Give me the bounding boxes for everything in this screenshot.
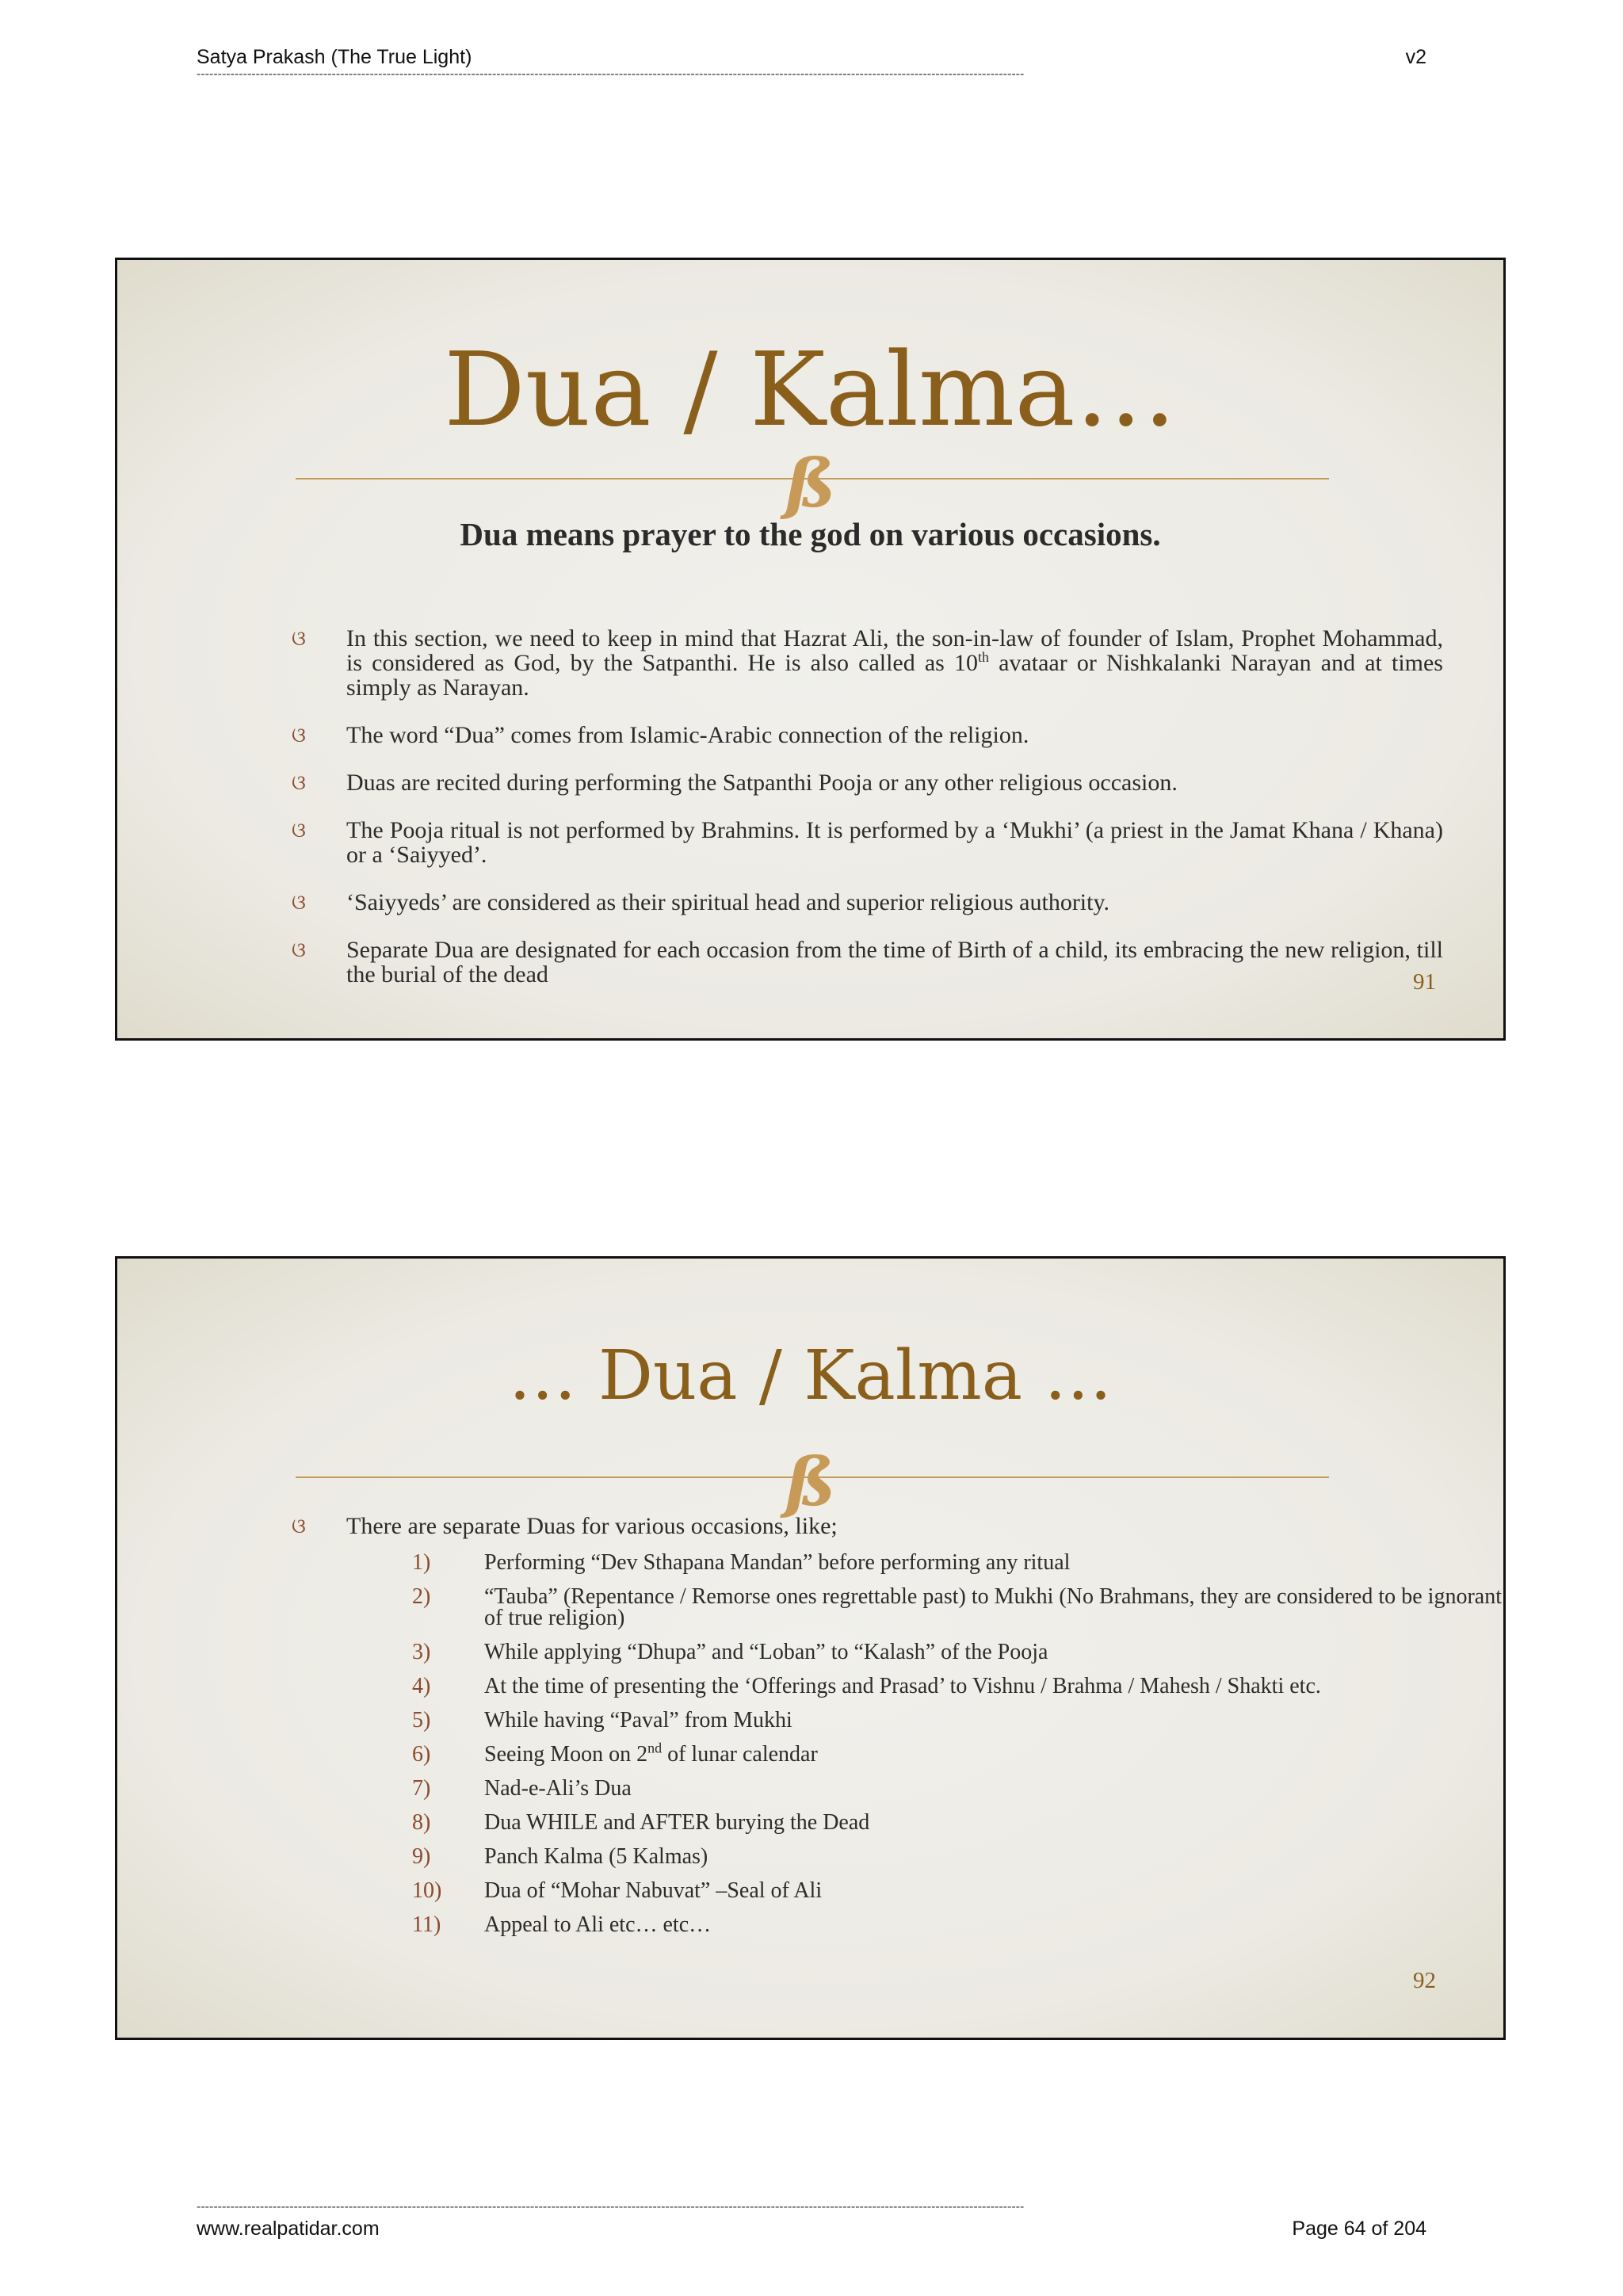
list-item: 4) At the time of presenting the ‘Offerings and Prasad’ to Vishnu / Brahma / Mahesh / Shakti etc. (412, 1674, 1321, 1698)
list-item: ଓ Duas are recited during performing the Satpanthi Pooja or any other religious occasion. (292, 770, 1178, 796)
bullet-icon: ଓ (292, 891, 306, 914)
list-item: ଓ The Pooja ritual is not performed by Brahmins. It is performed by a ‘Mukhi’ (a priest in the Jamat Khana / Khana) or a ‘Saiyyed’. (292, 817, 1443, 868)
slide-number: 91 (1413, 969, 1436, 995)
list-item: ଓ Separate Dua are designated for each occasion from the time of Birth of a child, its embracing the new religion, till the burial of the dead (292, 937, 1443, 988)
bullet-icon: ଓ (292, 724, 306, 747)
bullet-icon: ଓ (292, 627, 306, 650)
page-footer (197, 2202, 1426, 2241)
bullet-icon: ଓ (292, 771, 306, 794)
slide-number: 92 (1413, 1968, 1436, 1993)
list-item: ଓ The word “Dua” comes from Islamic-Arabic connection of the religion. (292, 722, 1029, 748)
page-number: Page 64 of 204 (1292, 2218, 1426, 2240)
doc-title: Satya Prakash (The True Light) (197, 46, 472, 68)
footer-rule: ---------------------------------------------------------------------------------------------------------------------------------------------------------------------------------------------------- (197, 2202, 1025, 2213)
version: v2 (1405, 46, 1426, 68)
list-item: 2) “Tauba” (Repentance / Remorse ones regrettable past) to Mukhi (No Brahmans, they are considered to be ignorant of true religion) (412, 1584, 1502, 1630)
list-item: ଓ In this section, we need to keep in mind that Hazrat Ali, the son-in-law of founder of Islam, Prophet Mohammad, is considered as God, by the Satpanthi. He is also called as 10th avataar or Nishkalanki Narayan and at times simply as Narayan. (292, 625, 1443, 701)
slide-92 (115, 1256, 1506, 2040)
slide-subtitle: Dua means prayer to the god on various occasions. (460, 516, 1161, 552)
list-item: 3) While applying “Dhupa” and “Loban” to “Kalash” of the Pooja (412, 1640, 1048, 1664)
slide-title: … Dua / Kalma … (508, 1336, 1113, 1415)
site-url: www.realpatidar.com (197, 2218, 380, 2240)
slide-title: Dua / Kalma… (444, 331, 1177, 449)
bullet-icon: ଓ (292, 819, 306, 842)
page-header (197, 46, 1426, 80)
list-item: 1) Performing “Dev Sthapana Mandan” before performing any ritual (412, 1550, 1071, 1575)
header-rule: ---------------------------------------------------------------------------------------------------------------------------------------------------------------------------------------------------- (197, 69, 1025, 80)
list-item: ଓ ‘Saiyyeds’ are considered as their spiritual head and superior religious authority. (292, 889, 1110, 915)
ornament-icon: ß (785, 1442, 836, 1521)
slide-91 (115, 258, 1506, 1041)
list-item: 9) Panch Kalma (5 Kalmas) (412, 1844, 708, 1869)
numbered-list (412, 1552, 1506, 1948)
list-item: 11) Appeal to Ali etc… etc… (412, 1912, 712, 1937)
ornament-icon: ß (785, 444, 836, 522)
list-item: 5) While having “Paval” from Mukhi (412, 1708, 792, 1733)
list-item: 6) Seeing Moon on 2nd of lunar calendar (412, 1740, 818, 1767)
list-item: 8) Dua WHILE and AFTER burying the Dead (412, 1810, 870, 1835)
list-item: ଓ There are separate Duas for various occasions, like; (292, 1513, 838, 1539)
bullet-icon: ଓ (292, 1515, 306, 1538)
bullet-list (292, 626, 1508, 1010)
list-item: 10) Dua of “Mohar Nabuvat” –Seal of Ali (412, 1878, 823, 1903)
bullet-icon: ଓ (292, 938, 306, 961)
list-item: 7) Nad-e-Ali’s Dua (412, 1776, 632, 1801)
